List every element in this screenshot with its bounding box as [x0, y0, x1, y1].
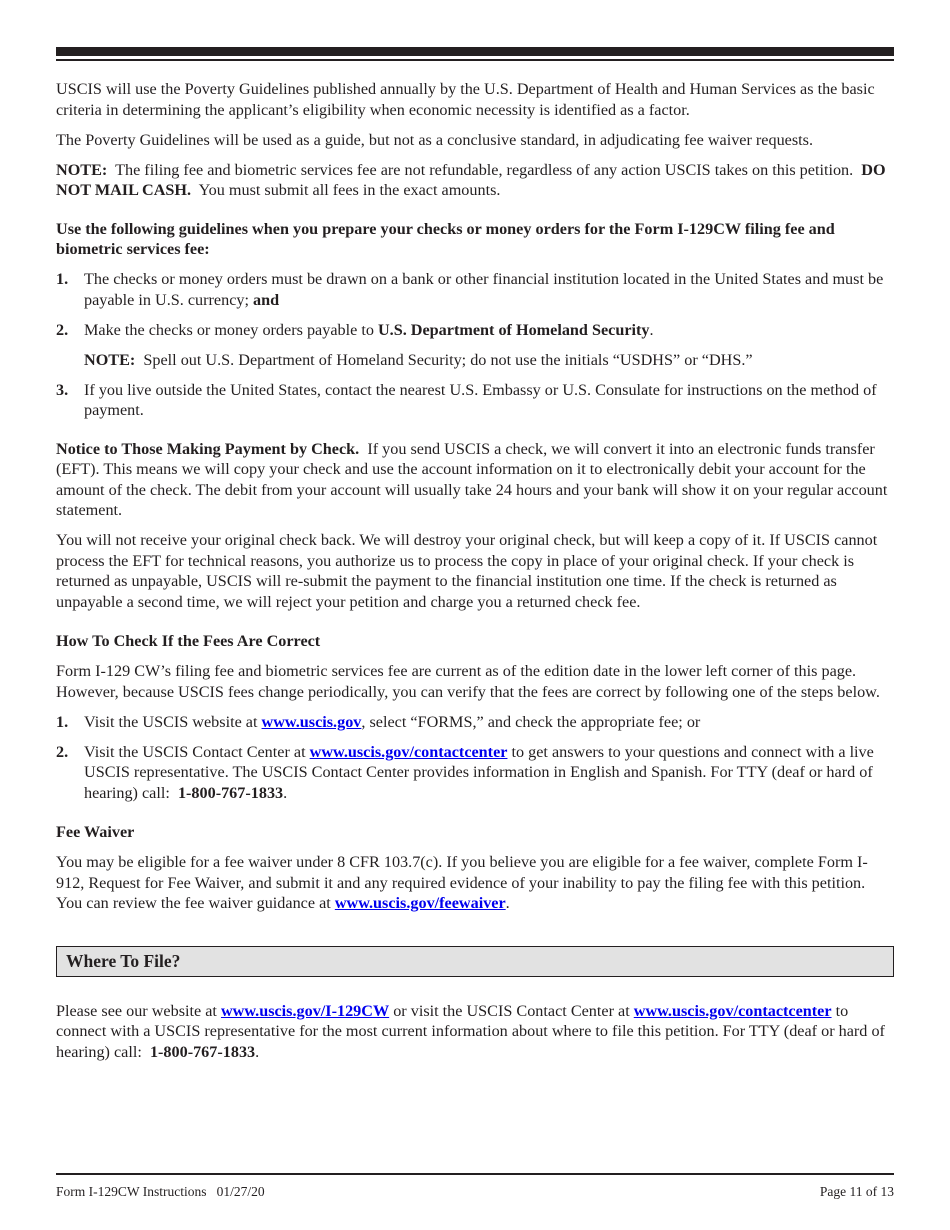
list-number: 1.: [56, 712, 69, 731]
check-return-paragraph: You will not receive your original check back. We will destroy your original check, but will keep a copy of it. If USCIS cannot process the EFT for technical reasons, you authorize us to process the copy in place of your original check. If your check is returned as unpayable, USCIS will re-submit the payment to the financial institution one time. If the check is returned as unpayable a second time, we will reject your petition and charge you a returned check fee.: [56, 531, 878, 611]
i129cw-link[interactable]: www.uscis.gov/I-129CW: [220, 1001, 390, 1020]
list-item: 2. Visit the USCIS Contact Center at www.uscis.gov/contactcenter to get answers to your questions and connect with a live USCIS representative. The USCIS Contact Center provides information in English and Spanish. For TTY (deaf or hard of hearing) call: 1-800-767-1833.: [56, 742, 874, 802]
list-text: Make the checks or money orders payable to: [84, 320, 374, 339]
fee-note: [56, 160, 894, 201]
list-number: 1.: [56, 270, 69, 288]
footer-form-info: [56, 1184, 265, 1200]
list-item: [56, 269, 894, 310]
list-text: If you live outside the United States, contact the nearest U.S. Embassy or U.S. Consulate for instructions on the method of payment.: [84, 380, 877, 419]
note-text-2: You must submit all fees in the exact amounts.: [198, 181, 501, 199]
fees-check-intro: Form I-129 CW’s filing fee and biometric services fee are current as of the edition date in the lower left corner of this page. However, because USCIS fees change periodically, you can verify that the fees are correct by following one of the steps below.: [56, 662, 880, 701]
check-notice-paragraph: Notice to Those Making Payment by Check. If you send USCIS a check, we will convert it into an electronic funds transfer (EFT). This means we will copy your check and use the account information on it to electronically debit your account for the amount of the check. The debit from your account will usually take 24 hours and your bank will show it on your regular account statement.: [56, 439, 888, 519]
note-text: The filing fee and biometric services fee are not refundable, regardless of any action USCIS takes on this petition.: [115, 160, 854, 179]
tty-phone: 1-800-767-1833: [149, 1042, 256, 1061]
page-content: [56, 79, 894, 1072]
where-to-file-paragraph: Please see our website at www.uscis.gov/I-129CW or visit the USCIS Contact Center at www.uscis.gov/contactcenter to connect with a USCIS representative for the most current information about where to file this petition. For TTY (deaf or hard of hearing) call: 1-800-767-1833.: [56, 1001, 885, 1061]
header-rule-thick: [56, 47, 894, 56]
intro-paragraph-2: The Poverty Guidelines will be used as a guide, but not as a conclusive standard, in adjudicating fee waiver requests.: [56, 130, 814, 149]
footer-edition-date: 01/27/20: [216, 1184, 265, 1199]
uscis-website-link[interactable]: www.uscis.gov: [261, 712, 362, 731]
check-notice-label: Notice to Those Making Payment by Check.: [56, 439, 360, 458]
list-text: The checks or money orders must be drawn on a bank or other financial institution located in the United States and must be payable in U.S. currency;: [84, 270, 884, 309]
contact-center-link[interactable]: www.uscis.gov/contactcenter: [633, 1001, 832, 1020]
footer-form-name: Form I-129CW Instructions: [56, 1184, 207, 1199]
list-item: 2. Make the checks or money orders payable to U.S. Department of Homeland Security. NOTE: Spell out U.S. Department of Homeland Security; do not use the initials “USDHS” or “DHS.”: [56, 320, 894, 371]
payee-note: NOTE: Spell out U.S. Department of Homeland Security; do not use the initials “USDHS” or “DHS.”: [84, 350, 753, 369]
list-bold-text: and: [253, 290, 280, 309]
list-number: 2.: [56, 320, 69, 339]
contact-center-link[interactable]: www.uscis.gov/contactcenter: [309, 742, 508, 761]
footer-page-number: Page 11 of 13: [819, 1184, 894, 1199]
list-item: [56, 380, 894, 421]
note-label: NOTE:: [56, 160, 108, 179]
list-bold-text: U.S. Department of Homeland Security: [377, 320, 650, 339]
guidelines-heading: Use the following guidelines when you prepare your checks or money orders for the Form I-129CW filing fee and biometric services fee:: [56, 219, 835, 258]
fee-waiver-paragraph: You may be eligible for a fee waiver under 8 CFR 103.7(c). If you believe you are eligible for a fee waiver, complete Form I-912, Request for Fee Waiver, and submit it and any required evidence of your inability to pay the filing fee with this petition. You can review the fee waiver guidance at www.uscis.gov/feewaiver.: [56, 853, 868, 912]
list-number: 3.: [56, 380, 69, 399]
intro-paragraph-1: USCIS will use the Poverty Guidelines published annually by the U.S. Department of Health and Human Services as the basic criteria in determining the applicant’s eligibility when economic necessity is identified as a factor.: [56, 80, 875, 119]
list-item: 1. Visit the USCIS website at www.uscis.gov, select “FORMS,” and check the appropriate fee; or: [56, 712, 701, 731]
fees-check-heading: How To Check If the Fees Are Correct: [56, 632, 321, 650]
guidelines-list: [56, 269, 894, 421]
document-page: [56, 0, 894, 1230]
footer-rule: [56, 1173, 894, 1175]
fees-check-list: [56, 712, 894, 804]
tty-phone: 1-800-767-1833: [177, 783, 284, 802]
fee-waiver-link[interactable]: www.uscis.gov/feewaiver: [334, 894, 506, 912]
header-rule-thin: [56, 59, 894, 61]
list-number: 2.: [56, 742, 69, 761]
fee-waiver-heading: Fee Waiver: [56, 823, 135, 841]
where-to-file-section-header: Where To File?: [56, 946, 894, 977]
no-cash-warning: DO NOT MAIL CASH.: [56, 160, 886, 199]
